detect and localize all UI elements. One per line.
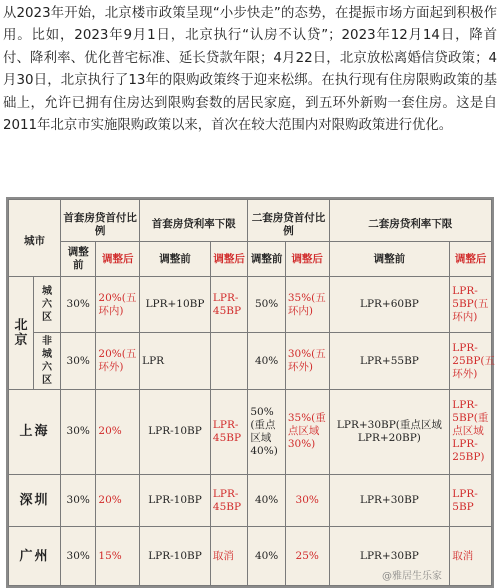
cell-fr-after: LPR-45BP [210,276,247,333]
cell-fd-before: 30% [61,527,96,586]
city-beijing [9,276,34,389]
cell-fd-after: 20%(五环内) [96,276,140,333]
table-row-shenzhen [9,474,492,527]
cell-sr-before: LPR+30BP [329,527,450,586]
cell-fr-before: LPR-10BP [140,527,211,586]
cell-fr-before: LPR+10BP [140,276,211,333]
header-city: 城市 [9,208,61,277]
district-label: 城六区 [42,286,52,324]
cell-fr-before: LPR [140,333,211,390]
header-second-downpayment: 二套房贷首付比例 [248,208,329,242]
header-before: 调整前 [61,242,96,276]
header-before: 调整前 [140,242,211,276]
mortgage-policy-table [6,197,494,588]
cell-sr-before: LPR+60BP [329,276,450,333]
watermark: @雅居生乐家 [382,571,442,582]
cell-fd-after: 20%(五环外) [96,333,140,390]
table-row-shanghai [9,389,492,474]
table-header-row [9,208,492,242]
header-second-rate: 二套房贷利率下限 [329,208,491,242]
cell-sr-after: LPR-25BP(五环外) [450,333,492,390]
cell-sd-before: 40% [248,527,285,586]
cell-sr-after: LPR-5BP(五环内) [450,276,492,333]
header-after: 调整后 [450,242,492,276]
cell-sd-after: 35%(五环内) [285,276,329,333]
cell-fd-after: 20% [96,389,140,474]
cell-fd-after: 15% [96,527,140,586]
table-subheader-row [9,242,492,276]
article-paragraph: 从2023年开始，北京楼市政策呈现“小步快走”的态势，在提振市场方面起到积极作用。比如，2023年9月1日，北京执行“认房不认贷”；2023年12月14日，降首付、降利率、优化普宅标准、延长贷款年限；4月22日，北京放松离婚信贷政策；4月30日，北京执行了13年的限购政策终于迎来松绑。在执行现有住房限购政策的基础上，允许已拥有住房达到限购套数的居民家庭，到五环外新购一套住房。这是自2011年北京市实施限购政策以来，首次在较大范围内对限购政策进行优化。 [3,6,497,134]
cell-fr-before: LPR-10BP [140,474,211,527]
cell-sr-after: LPR-5BP(重点区域LPR-25BP) [450,389,492,474]
cell-sd-before: 40% [248,333,285,390]
cell-fr-after: LPR-45BP [210,389,247,474]
cell-fr-before: LPR-10BP [140,389,211,474]
city-shanghai: 上海 [9,389,61,474]
city-name: 北京 [14,317,28,348]
header-before: 调整前 [248,242,285,276]
cell-fr-after: LPR-45BP [210,474,247,527]
cell-sr-before: LPR+30BP [329,474,450,527]
city-guangzhou: 广州 [9,527,61,586]
cell-sr-after: 取消 [450,527,492,586]
cell-sr-before: LPR+30BP(重点区域LPR+20BP) [329,389,450,474]
cell-sr-before: LPR+55BP [329,333,450,390]
cell-sd-after: 25% [285,527,329,586]
table-row-beijing-inner [9,276,492,333]
cell-fd-before: 30% [61,389,96,474]
header-before: 调整前 [329,242,450,276]
cell-fd-before: 30% [61,276,96,333]
header-first-rate: 首套房贷利率下限 [140,208,248,242]
cell-fd-before: 30% [61,333,96,390]
city-shenzhen: 深圳 [9,474,61,527]
district-inner [33,276,60,333]
table-row-beijing-outer [9,333,492,390]
cell-sr-after: LPR-5BP [450,474,492,527]
header-after: 调整后 [96,242,140,276]
table-top-spacer [9,200,492,208]
cell-fd-after: 20% [96,474,140,527]
header-after: 调整后 [285,242,329,276]
cell-fd-before: 30% [61,474,96,527]
district-label: 非城六区 [42,336,52,387]
district-outer [33,333,60,390]
cell-sd-before: 50%(重点区域40%) [248,389,285,474]
cell-sd-before: 50% [248,276,285,333]
cell-sd-after: 30% [285,474,329,527]
cell-fr-after-empty [210,333,247,390]
cell-sd-after: 35%(重点区域30%) [285,389,329,474]
cell-sd-before: 40% [248,474,285,527]
cell-fr-after: 取消 [210,527,247,586]
header-first-downpayment: 首套房贷首付比例 [61,208,140,242]
header-after: 调整后 [210,242,247,276]
cell-sd-after: 30%(五环外) [285,333,329,390]
